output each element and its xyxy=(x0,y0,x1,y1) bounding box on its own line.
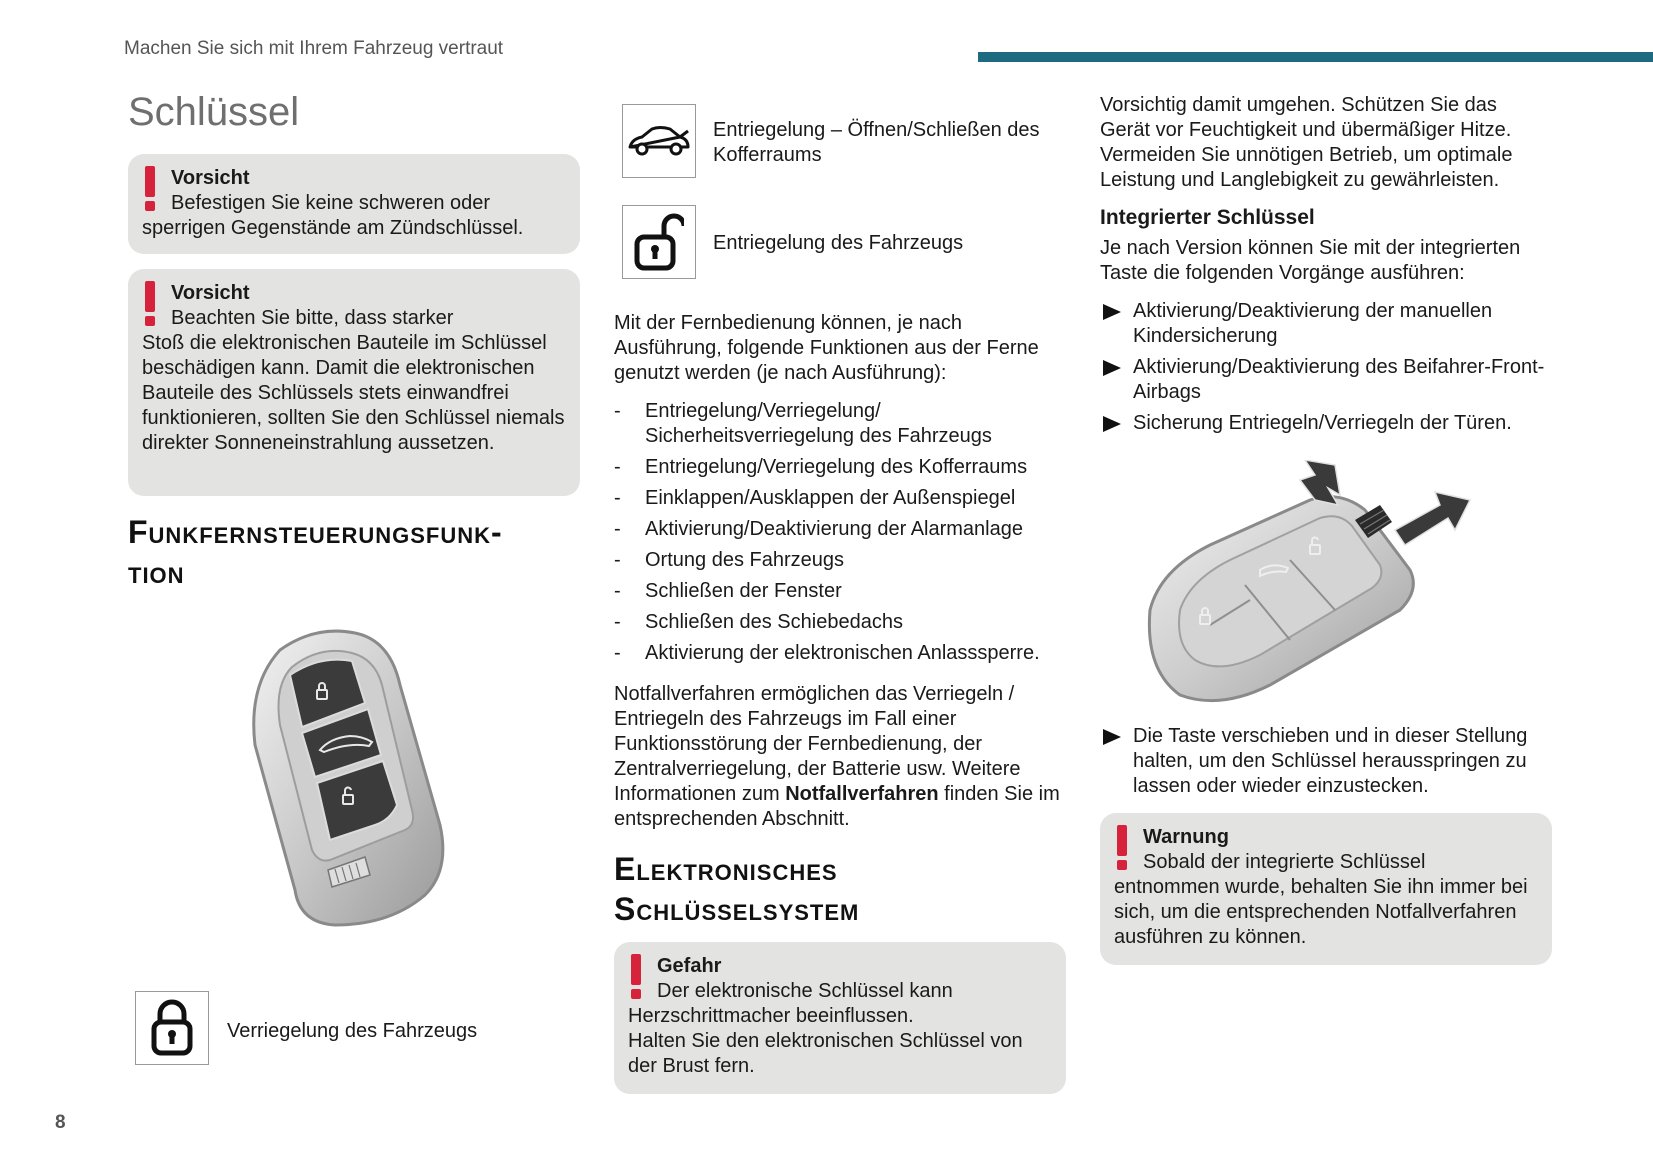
list-item xyxy=(1102,724,1552,799)
section-heading-remote xyxy=(128,512,503,592)
lock-label: Verriegelung des Fahrzeugs xyxy=(227,1020,478,1042)
exclamation-icon xyxy=(1112,825,1132,871)
list-item-text: Aktivierung/Deaktivierung der manuellen Kindersicherung xyxy=(1133,300,1493,347)
section-heading-line: Funkfernsteuerungsfunk- xyxy=(128,514,503,550)
trunk-icon-box xyxy=(622,104,696,178)
warning-callout xyxy=(1100,813,1552,965)
section-heading-line: Elektronisches xyxy=(614,851,838,887)
triangle-bullet-icon xyxy=(1102,359,1122,377)
list-item: - Einklappen/Ausklappen der Außenspiegel xyxy=(614,486,1074,511)
exclamation-icon xyxy=(140,166,160,212)
caution-callout-1 xyxy=(128,154,580,254)
list-item: - Ortung des Fahrzeugs xyxy=(614,548,1074,573)
remote-key-illustration xyxy=(240,625,460,935)
unlock-label: Entriegelung des Fahrzeugs xyxy=(713,232,964,254)
list-item xyxy=(1102,299,1552,349)
trunk-label: Entriegelung – Öffnen/Schließen des Kofferraums xyxy=(713,119,1040,166)
list-item: - Entriegelung/Verriegelung/ Sicherheitsverriegelung des Fahrzeugs xyxy=(614,399,1074,449)
unlock-icon xyxy=(634,212,684,272)
section-heading-line: Schlüsselsystem xyxy=(614,891,860,927)
danger-text: Halten Sie den elektronischen Schlüssel von der Brust fern. xyxy=(628,1030,1023,1077)
warning-title: Warnung xyxy=(1143,826,1229,848)
caution-title: Vorsicht xyxy=(171,167,250,189)
running-header: Machen Sie sich mit Ihrem Fahrzeug vertraut xyxy=(124,38,504,59)
list-item: - Schließen des Schiebedachs xyxy=(614,610,1074,635)
caution-text-first: Befestigen Sie keine schweren oder xyxy=(171,192,491,214)
warning-text: entnommen wurde, behalten Sie ihn immer bei sich, um die entsprechenden Notfallverfahren ausführen zu können. xyxy=(1114,876,1528,948)
list-item-text: Aktivierung/Deaktivierung des Beifahrer-Front-Airbags xyxy=(1133,356,1545,403)
header-accent-bar xyxy=(978,52,1653,62)
list-item: - Aktivierung der elektronischen Anlasssperre. xyxy=(614,641,1074,666)
care-paragraph: Vorsichtig damit umgehen. Schützen Sie das Gerät vor Feuchtigkeit und übermäßiger Hitze. Vermeiden Sie unnötigen Betrieb, um optimale Leistung und Langlebigkeit zu gewährleisten. xyxy=(1100,94,1513,191)
triangle-bullet-icon xyxy=(1102,415,1122,433)
danger-text-first: Der elektronische Schlüssel kann xyxy=(657,980,953,1002)
section-heading-line: tion xyxy=(128,554,185,590)
page-number: 8 xyxy=(55,1112,66,1133)
danger-callout xyxy=(614,942,1066,1094)
list-item-text: Die Taste verschieben und in dieser Stellung halten, um den Schlüssel herausspringen zu lassen oder wieder einzustecken. xyxy=(1133,725,1528,797)
exclamation-icon xyxy=(626,954,646,1000)
list-item-text: Sicherung Entriegeln/Verriegeln der Türen. xyxy=(1133,412,1512,434)
unlock-icon-box xyxy=(622,205,696,279)
integrated-key-illustration xyxy=(1140,460,1490,710)
triangle-bullet-icon xyxy=(1102,303,1122,321)
emergency-paragraph xyxy=(614,682,1064,832)
emergency-text-end: finden Sie im entsprechenden Abschnitt. xyxy=(614,783,1060,830)
list-item xyxy=(1102,355,1552,405)
lock-icon xyxy=(150,999,194,1057)
subheading-integrated-key: Integrierter Schlüssel xyxy=(1100,206,1315,229)
remote-intro: Mit der Fernbedienung können, je nach Ausführung, folgende Funktionen aus der Ferne genutzt werden (je nach Ausführung): xyxy=(614,312,1039,384)
caution-title: Vorsicht xyxy=(171,282,250,304)
caution-text-first: Beachten Sie bitte, dass starker xyxy=(171,307,454,329)
caution-callout-2 xyxy=(128,269,580,496)
list-item xyxy=(1102,411,1552,436)
caution-text: sperrigen Gegenstände am Zündschlüssel. xyxy=(142,217,524,239)
warning-text-first: Sobald der integrierte Schlüssel xyxy=(1143,851,1426,873)
triangle-bullet-icon xyxy=(1102,728,1122,746)
danger-text: Herzschrittmacher beeinflussen. xyxy=(628,1005,914,1027)
integrated-key-list xyxy=(1102,299,1552,442)
danger-title: Gefahr xyxy=(657,955,722,977)
emergency-bold: Notfallverfahren xyxy=(785,783,939,805)
integrated-key-paragraph: Je nach Version können Sie mit der integrierten Taste die folgenden Vorgänge ausführen: xyxy=(1100,237,1521,284)
emergency-text: Notfallverfahren ermöglichen das Verriegeln / Entriegeln des Fahrzeugs im Fall einer Funktionsstörung der Fernbedienung, der Zentralverriegelung, der Batterie usw. Weitere Informationen zum xyxy=(614,683,1021,805)
integrated-key-step xyxy=(1102,724,1552,805)
section-heading-electronic xyxy=(614,849,859,929)
list-item: - Entriegelung/Verriegelung des Kofferraums xyxy=(614,455,1074,480)
remote-function-list xyxy=(614,399,1074,672)
exclamation-icon xyxy=(140,281,160,327)
lock-icon-box xyxy=(135,991,209,1065)
trunk-icon xyxy=(626,123,692,159)
list-item: - Schließen der Fenster xyxy=(614,579,1074,604)
list-item: - Aktivierung/Deaktivierung der Alarmanlage xyxy=(614,517,1074,542)
page-title: Schlüssel xyxy=(128,90,300,134)
caution-text: Stoß die elektronischen Bauteile im Schlüssel beschädigen kann. Damit die elektronischen Bauteile des Schlüssels stets einwandfrei funktionieren, sollten Sie den Schlüssel niemals direkter Sonneneinstrahlung aussetzen. xyxy=(142,332,565,454)
